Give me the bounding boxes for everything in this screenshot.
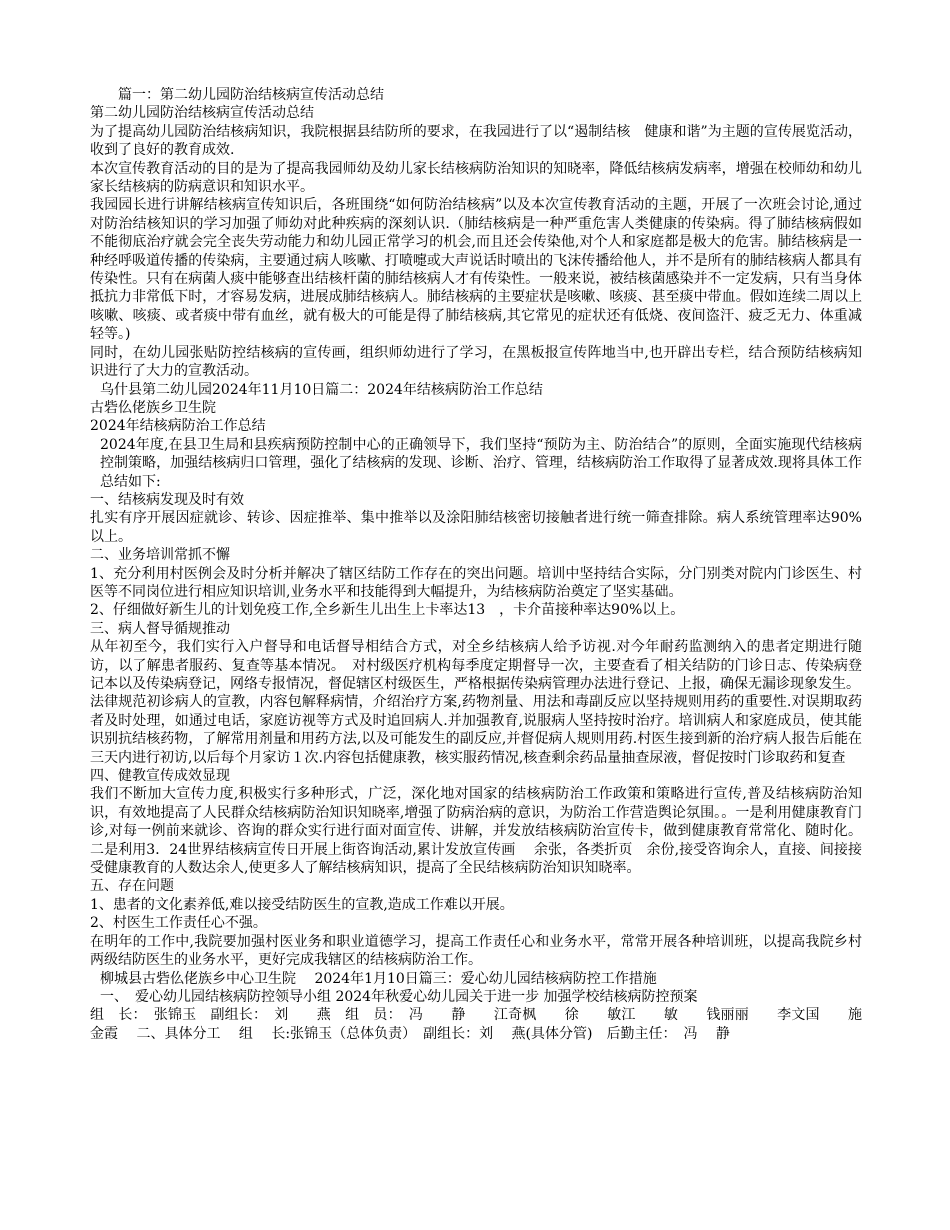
paragraph-p05: 我园园长进行讲解结核病宣传知识后，各班围绕“如何防治结核病”以及本次宣传教育活动的主题，开展了一次班会讨论,通过对防治结核知识的学习加强了师幼对此种疾病的深刻认识.（肺结核病是一种严重危害人类健康的传染病。得了肺结核病假如不能彻底治疗就会完全丧失劳动能力和幼儿园正常学习的机会,而且还会传染他,对个人和家庭都是极大的危害。肺结核病是一种经呼吸道传播的传染病，主要通过病人咳嗽、打喷嚏或大声说话时喷出的飞沫传播给他人，并不是所有的肺结核病人都具有传染性。只有在病菌人痰中能够查出结核杆菌的肺结核病人才有传染性。一般来说，被结核菌感染并不一定发病，只有当身体抵抗力非常低下时，才容易发病，进展成肺结核病人。肺结核病的主要症状是咳嗽、咳痰、甚至痰中带血。假如连续二周以上咳嗽、咳痰、或者痰中带有血丝，就有极大的可能是得了肺结核病,其它常见的症状还有低烧、夜间盗汗、疲乏无力、体重减轻等。) — [90, 197, 862, 343]
paragraph-p09: 2024年结核病防治工作总结 — [90, 418, 266, 435]
paragraph-p11: 一、结核病发现及时有效 — [90, 491, 244, 508]
paragraph-p08: 古砦仫佬族乡卫生院 — [90, 399, 216, 416]
paragraph-p25: 柳城县古砦仫佬族乡中心卫生院 2024年1月10日篇三：爱心幼儿园结核病防控工作措施 — [100, 970, 657, 987]
paragraph-p19: 四、健教宣传成效显现 — [90, 768, 230, 785]
paragraph-p06: 同时，在幼儿园张贴防控结核病的宣传画，组织师幼进行了学习，在黑板报宣传阵地当中,也开辟出专栏，结合预防结核病知识进行了大力的宣教活动。 — [90, 344, 862, 380]
paragraph-p01: 篇一：第二幼儿园防治结核病宣传活动总结 — [118, 87, 384, 103]
paragraph-p22: 1、患者的文化素养低,难以接受结防医生的宣教,造成工作难以开展。 — [90, 896, 514, 913]
paragraph-p18: 法律规范初诊病人的宣教，内容包解释病情，介绍治疗方案,药物剂量、用法和毒副反应以坚持规则用药的重要性.对误期取药者及时处理，如通过电话，家庭访视等方式及时追回病人.并加强教育,说服病人坚持按时治疗。培训病人和家庭成员，使其能识别抗结核药物，了解常用剂量和用药方法,以及可能发生的副反应,并督促病人规则用药.村医生接到新的治疗病人报告后能在三天内进行初访,以后每个月家访１次.内容包括健康教，核实服药情况,核查剩余药品量抽查尿液，督促按时门诊取药和复查 — [90, 694, 862, 766]
paragraph-p20: 我们不断加大宣传力度,积极实行多种形式，广泛，深化地对国家的结核病防治工作政策和策略进行宣传,普及结核病防治知识，有效地提高了人民群众结核病防治知识知晓率,增强了防病治病的意识，为防治工作营造舆论氛围。。一是利用健康教育门诊,对每一例前来就诊、咨询的群众实行进行面对面宣传、讲解，并发放结核病防治宣传卡，做到健康教育常常化、随时化。二是利用3．24世界结核病宣传日开展上街咨询活动,累计发放宣传画 余张，各类折页 余份,接受咨询余人，直接、间接接受健康教育的人数达余人,使更多人了解结核病知识，提高了全民结核病防治知识知晓率。 — [90, 786, 862, 877]
paragraph-p13: 二、业务培训常抓不懈 — [90, 547, 230, 564]
paragraph-p14: 1、充分利用村医例会及时分析并解决了辖区结防工作存在的突出问题。培训中坚持结合实际，分门别类对院内门诊医生、村医等不同岗位进行相应知识培训,业务水平和技能得到大幅提升，为结核病防治奠定了坚实基础。 — [90, 565, 862, 600]
paragraph-p03: 为了提高幼儿园防治结核病知识，我院根据县结防所的要求，在我园进行了以“遏制结核 健康和谐”为主题的宣传展览活动，收到了良好的教育成效. — [90, 123, 862, 159]
document-page — [90, 86, 862, 1043]
paragraph-p02: 第二幼儿园防治结核病宣传活动总结 — [90, 105, 314, 122]
paragraph-p27: 组 长： 张锦玉 副组长： 刘 燕 组 员： 冯 静 江奇枫 徐 敏江 敏 钱丽丽 李文国 施金霞 二、具体分工 组 长:张锦玉（总体负责） 副组长：刘 燕(具体分管) 后勤主任： 冯 静 — [90, 1007, 862, 1042]
paragraph-p04: 本次宣传教育活动的目的是为了提高我园师幼及幼儿家长结核病防治知识的知晓率，降低结核病发病率，增强在校师幼和幼儿家长结核病的防病意识和知识水平。 — [90, 160, 862, 196]
paragraph-p23: 2、村医生工作责任心不强。 — [90, 915, 267, 932]
paragraph-p15: 2、仔细做好新生儿的计划免疫工作,全乡新生儿出生上卡率达13 ，卡介苗接种率达90%以上。 — [90, 602, 685, 619]
paragraph-p17: 从年初至今，我们实行入户督导和电话督导相结合方式，对全乡结核病人给予访视.对今年耐药监测纳入的患者定期进行随访，以了解患者服药、复查等基本情况。 对村级医疗机构每季度定期督导一次，主要查看了相关结防的门诊日志、传染病登记本以及传染病登记，网络专报情况，督促辖区村级医生，严格根据传染病管理办法进行登记、上报，确保无漏诊现象发生。 — [90, 639, 862, 692]
paragraph-p24: 在明年的工作中,我院要加强村医业务和职业道德学习，提高工作责任心和业务水平，常常开展各种培训班，以提高我院乡村两级结防医生的业务水平，更好完成我辖区的结核病防治工作。 — [90, 933, 862, 969]
paragraph-p07: 乌什县第二幼儿园2024年11月10日篇二：2024年结核病防治工作总结 — [100, 381, 543, 398]
paragraph-p16: 三、病人督导循规推动 — [90, 620, 230, 637]
paragraph-p26: 一、 爱心幼儿园结核病防控领导小组 2024年秋爱心幼儿园关于进一步 加强学校结核病防控预案 — [100, 988, 698, 1005]
paragraph-p12: 扎实有序开展因症就诊、转诊、因症推举、集中推举以及涂阳肺结核密切接触者进行统一筛查排除。病人系统管理率达90%以上。 — [90, 510, 862, 545]
paragraph-p10: 2024年度,在县卫生局和县疾病预防控制中心的正确领导下，我们坚持“预防为主、防治结合”的原则，全面实施现代结核病控制策略，加强结核病归口管理，强化了结核病的发现、诊断、治疗、管理，结核病防治工作取得了显著成效.现将具体工作总结如下: — [100, 436, 862, 490]
paragraph-p21: 五、存在问题 — [90, 878, 174, 895]
